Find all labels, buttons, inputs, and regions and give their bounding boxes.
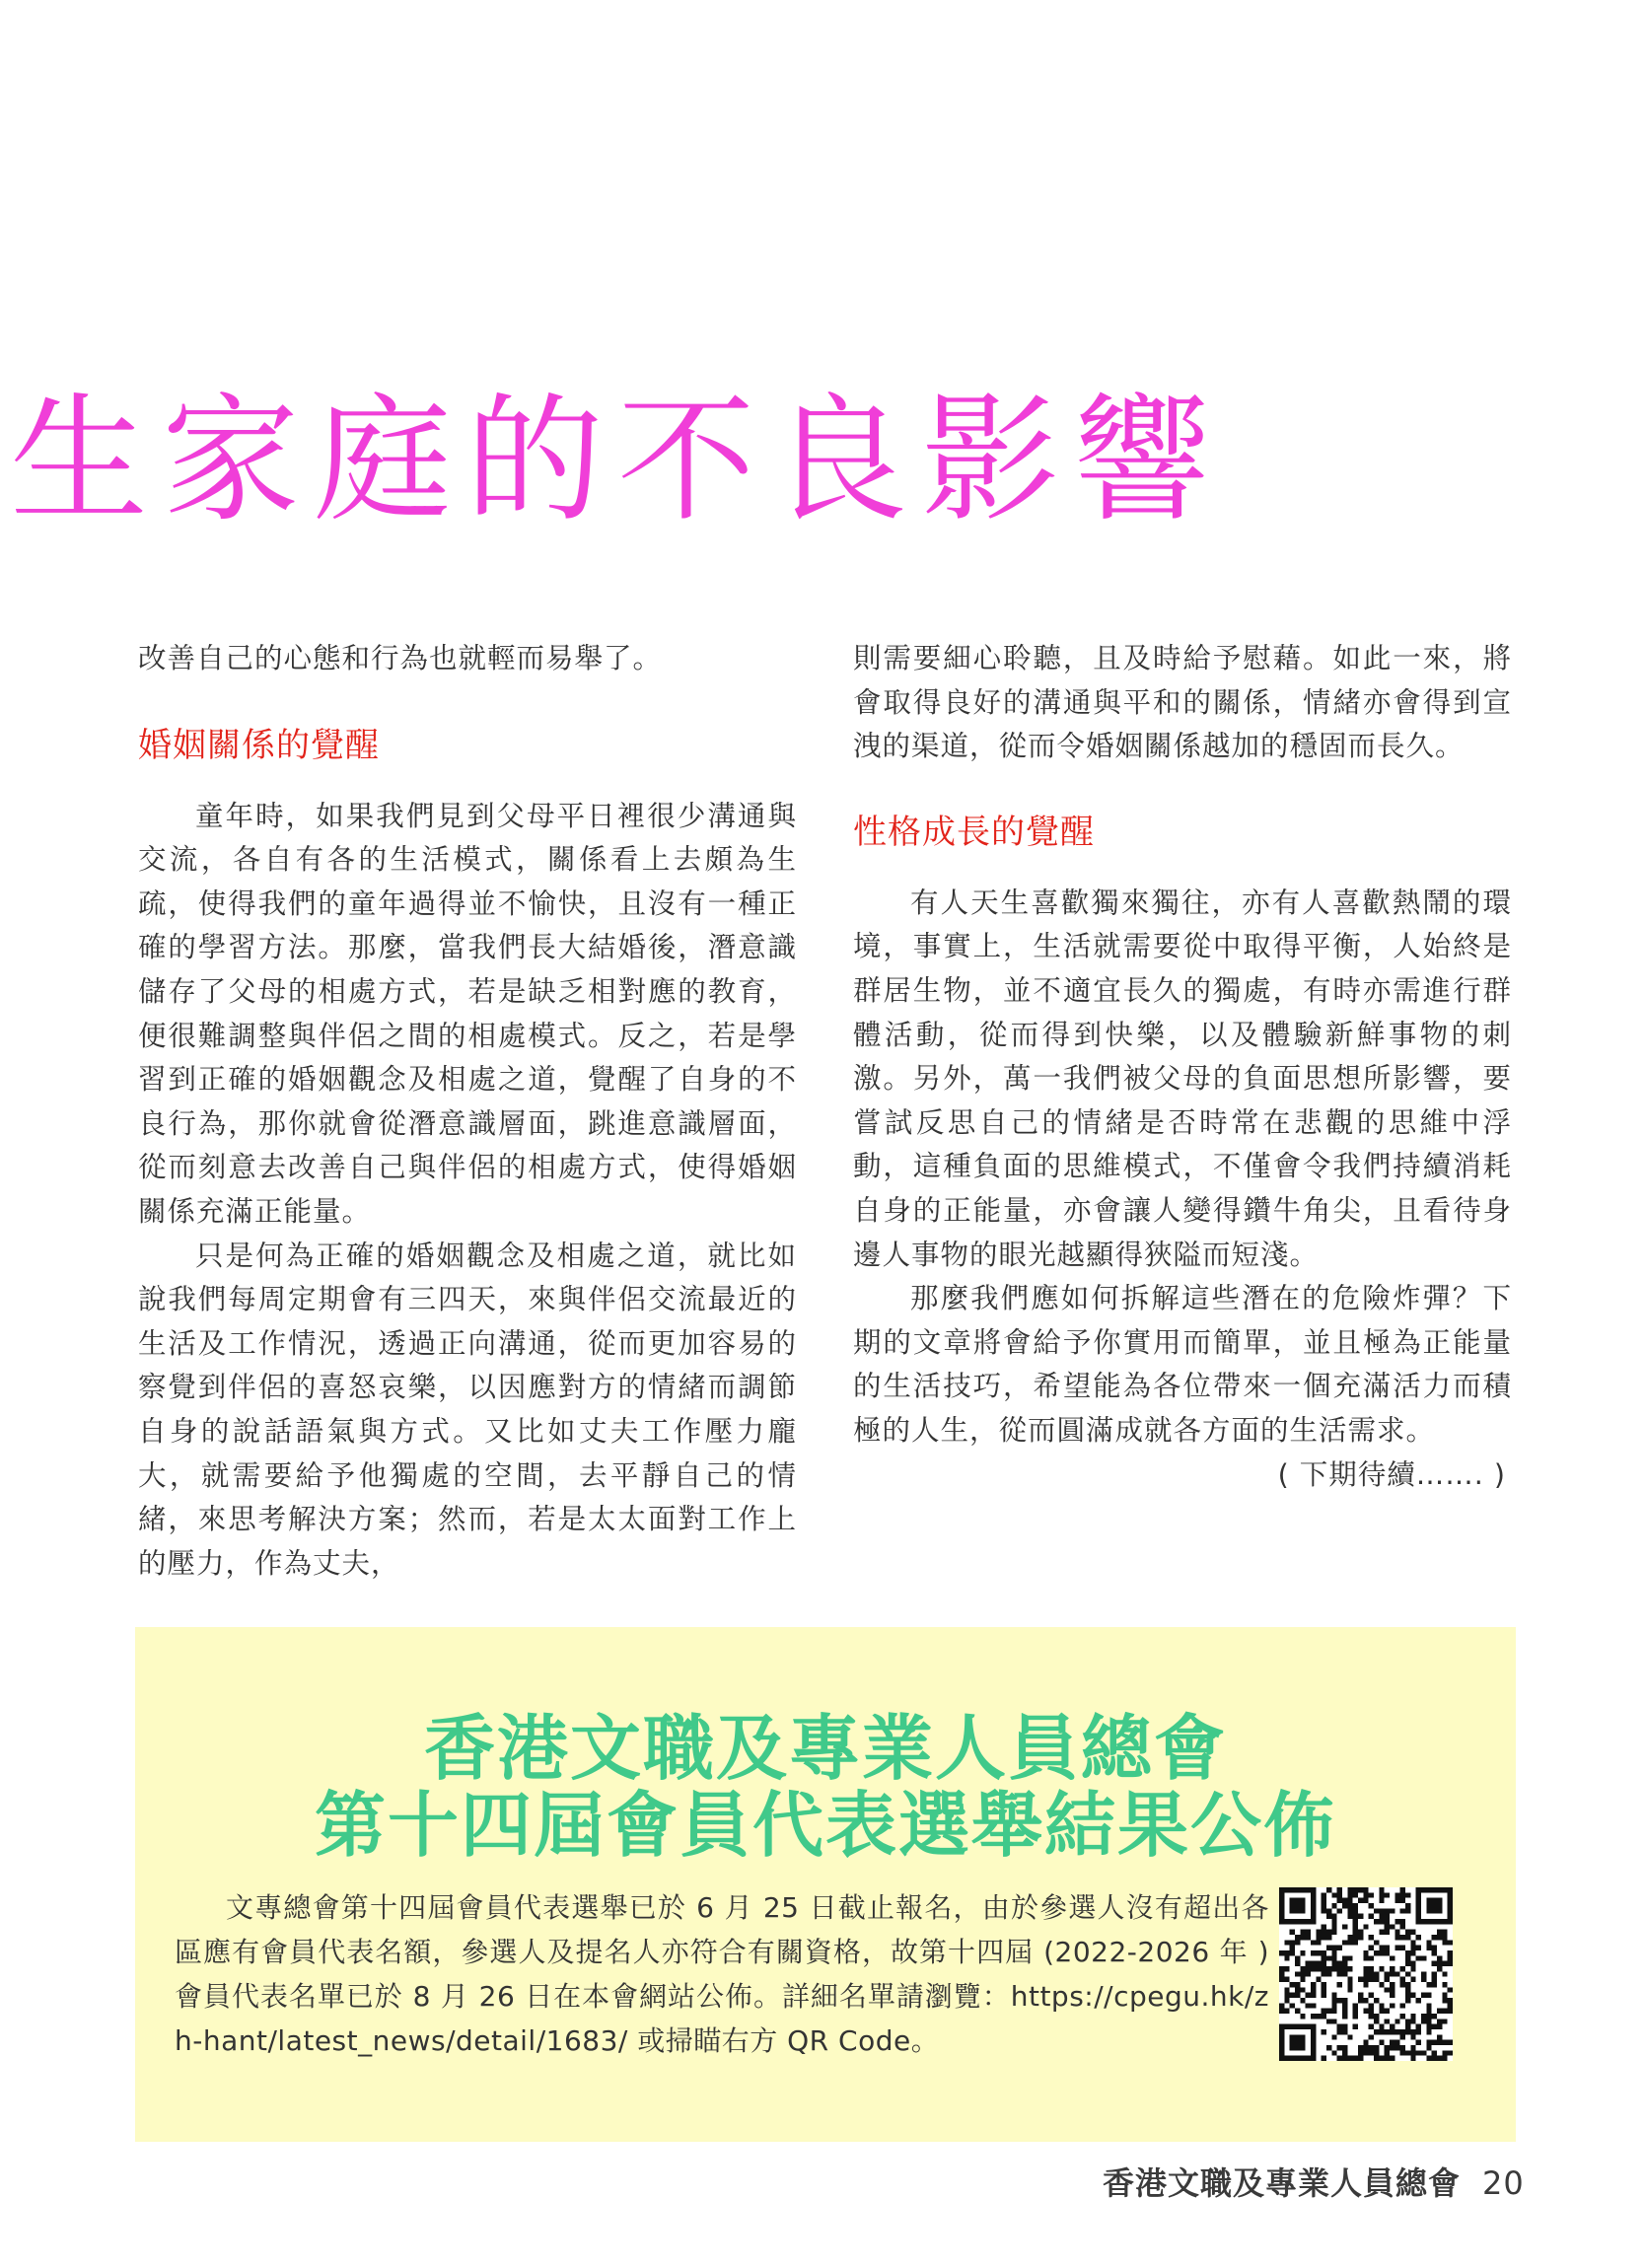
section-heading-marriage: 婚姻關係的覺醒 [138,725,380,765]
left-paragraph-1: 童年時，如果我們見到父母平日裡很少溝通與交流，各自有各的生活模式，關係看上去頗為生疏，使得我們的童年過得並不愉快，且沒有一種正確的學習方法。那麼，當我們長大結婚後，潛意識儲存了父母的相處方式，若是缺乏相對應的教育，便很難調整與伴侶之間的相處模式。反之，若是學習到正確的婚姻觀念及相處之道，覺醒了自身的不良行為，那你就會從潛意識層面，跳進意識層面，從而刻意去改善自己與伴侶的相處方式，使得婚姻關係充滿正能量。 [138,799,797,1228]
page-number: 20 [1482,2164,1525,2202]
notice-title-line1: 香港文職及專業人員總會 [423,1707,1227,1790]
footer-org-name: 香港文職及專業人員總會 [1103,2164,1462,2202]
section-heading-personality: 性格成長的覺醒 [853,812,1095,852]
to-be-continued: ( 下期待續……. ) [1277,1457,1506,1491]
article-column-left [138,637,797,1586]
notice-title-line2: 第十四屆會員代表選舉結果公佈 [314,1784,1336,1867]
right-paragraph-1: 有人天生喜歡獨來獨往，亦有人喜歡熱鬧的環境，事實上，生活就需要從中取得平衡，人始終是群居生物，並不適宜長久的獨處，有時亦需進行群體活動，從而得到快樂，以及體驗新鮮事物的刺激。另外，萬一我們被父母的負面思想所影響，要嘗試反思自己的情緒是否時常在悲觀的思維中浮動，這種負面的思維模式，不僅會令我們持續消耗自身的正能量，亦會讓人變得鑽牛角尖，且看待身邊人事物的眼光越顯得狹隘而短淺。 [853,886,1512,1271]
qr-code-icon[interactable] [1279,1887,1453,2061]
qr-code-graphic [1279,1887,1453,2061]
notice-body-text: 文專總會第十四屆會員代表選舉已於 6 月 25 日截止報名，由於參選人沒有超出各區應有會員代表名額，參選人及提名人亦符合有關資格，故第十四屆 (2022-2026 年 ) 會員代表名單已於 8 月 26 日在本會網站公佈。詳細名單請瀏覽：https://cpegu.hk/zh-hant/latest_news/detail/1683/ 或掃瞄右方 QR Code。 [175,1891,1269,2057]
left-paragraph-2: 只是何為正確的婚姻觀念及相處之道，就比如說我們每周定期會有三四天，來與伴侶交流最近的生活及工作情況，透過正向溝通，從而更加容易的察覺到伴侶的喜怒哀樂，以因應對方的情緒而調節自身的說話語氣與方式。又比如丈夫工作壓力龐大，就需要給予他獨處的空間，去平靜自己的情緒，來思考解決方案；然而，若是太太面對工作上的壓力，作為丈夫， [138,1239,797,1580]
article-column-right [853,637,1512,1497]
page-footer [1103,2163,1525,2203]
notice-body [175,1885,1269,2063]
right-lead-paragraph: 則需要細心聆聽，且及時給予慰藉。如此一來，將會取得良好的溝通與平和的關係，情緒亦會得到宣洩的渠道，從而令婚姻關係越加的穩固而長久。 [853,642,1512,763]
left-lead-paragraph: 改善自己的心態和行為也就輕而易舉了。 [138,642,663,674]
right-paragraph-2: 那麼我們應如何拆解這些潛在的危險炸彈？下期的文章將會給予你實用而簡單，並且極為正能量的生活技巧，希望能為各位帶來一個充滿活力而積極的人生，從而圓滿成就各方面的生活需求。 [853,1282,1512,1447]
election-notice-box [135,1627,1516,2142]
page-title: 生家庭的不良影響 [10,381,1226,541]
